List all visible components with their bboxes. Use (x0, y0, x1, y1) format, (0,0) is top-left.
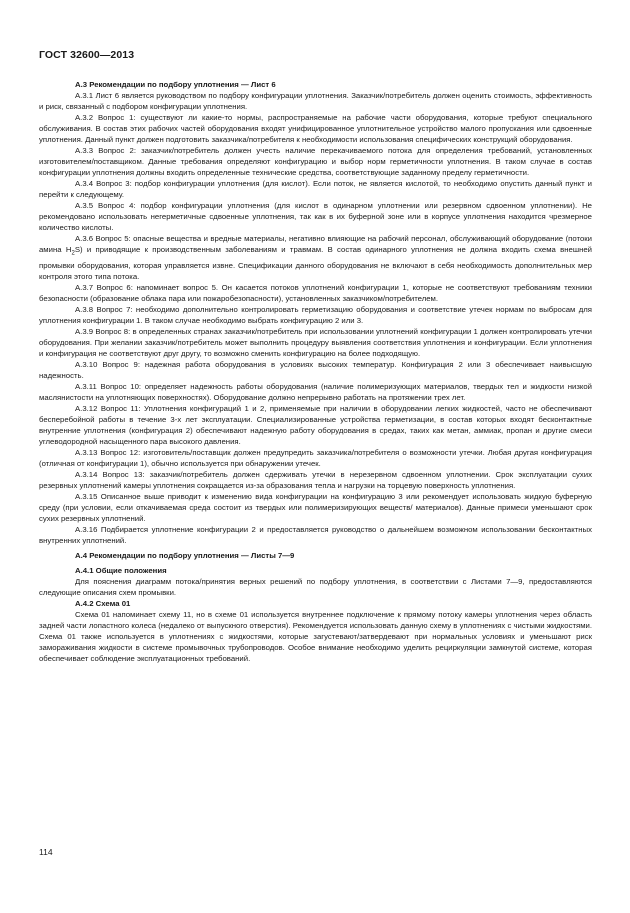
running-title: ГОСТ 32600—2013 (39, 49, 135, 61)
paragraph: А.3.13 Вопрос 12: изготовитель/поставщик должен предупредить заказчика/потребителя о возможности утечки. Любая другая конфигурация (отличная от конфигурации 1), обычно используется при обнаружении утечек. (39, 447, 592, 468)
paragraph-text: А.3.6 Вопрос 5: опасные вещества и вредные материалы, негативно влияющие на рабочий персонал, обслуживающий оборудование (потоки амина H (39, 234, 592, 254)
paragraph: А.3.16 Подбирается уплотнение конфигурации 2 и предоставляется руководство о дальнейшем возможном использовании бесконтактных внутренних уплотнений. (39, 524, 592, 545)
subsection-heading: А.4.2 Схема 01 (75, 598, 131, 608)
paragraph: А.3.14 Вопрос 13: заказчик/потребитель должен сдерживать утечки в нерезервном сдвоенном уплотнении. Срок эксплуатации сухих резервных уплотнений камеры уплотнения сокращается из-за образования тепла и нагрузки на торцевую поверхность уплотнения. (39, 469, 592, 490)
paragraph: А.3.1 Лист 6 является руководством по подбору конфигурации уплотнения. Заказчик/потребитель должен оценить стоимость, эффективность и риск, связанный с подбором конфигурации уплотнения. (39, 91, 592, 111)
paragraph: Схема 01 напоминает схему 11, но в схеме 01 используется внутреннее подключение к прямому потоку камеры уплотнения через область задней части лопастного колеса (недалеко от выпускного отверстия). Рекомендуется использовать данную схему в уплотнениях с чистыми жидкостями. Схема 01 также используется в уплотнениях с жидкостями, которые загустевают/затвердевают при нормальных условиях и уменьшают риск замораживания жидкости в системе промывочных трубопроводов. Особое внимание необходимо уделить рециркуляции замкнутой системе, которая обеспечивает соблюдение эксплуатационных требований. (39, 609, 592, 663)
paragraph: А.3.7 Вопрос 6: напоминает вопрос 5. Он касается потоков уплотнений конфигурации 1, которые не соответствуют требованиям техники безопасности (образование облака пара или пожаробезопасности), установленных заказчиком/потребителем. (39, 282, 592, 303)
paragraph: А.3.5 Вопрос 4: подбор конфигурации уплотнения (для кислот в одинарном уплотнении или резервном сдвоенном уплотнении). Не рекомендовано использовать негерметичные сдвоенные уплотнения, так как в их буферной зоне или в корпусе уплотнения находится чрезмерное количество кислоты. (39, 201, 592, 232)
paragraph-text: S) и приводящие к производственным заболеваниям и травмам. В состав одинарного уплотнения не должна входить схема внешней промывки оборудования, которая управляется извне. Спецификации данного оборудования не включают в себя необходимость дополнительных мер контроля этого типа потока. (39, 245, 592, 281)
subsection-heading: А.4.1 Общие положения (75, 565, 167, 575)
chemical-subscript: 2 (71, 250, 75, 257)
paragraph: А.3.2 Вопрос 1: существуют ли какие-то нормы, распространяемые на рабочие части оборудования, которые требуют специального обслуживания. В состав этих рабочих частей оборудования входят унифицированное уплотнительное устройство малого пропускания или сдвоенные уплотнения. Данный пункт должен подготовить заказчика/потребителя к необходимости использования специфических конструкций оборудования. (39, 113, 592, 144)
paragraph: А.3.12 Вопрос 11: Уплотнения конфигураций 1 и 2, применяемые при наличии в оборудовании легких жидкостей, часто не обеспечивают бесперебойной работы в течение 3-х лет эксплуатации. Специализированные устройства герметизации, в состав которых входят бесконтактные внутренние уплотнения (конфигурация 2) обеспечивают надежную работу оборудования в средах, таких как метан, аммиак, пропан и другие смеси углеводородной насыщенного пара высокого давления. (39, 403, 592, 446)
paragraph (39, 233, 592, 282)
paragraph: А.3.9 Вопрос 8: в определенных странах заказчик/потребитель при использовании уплотнений конфигурации 1 должен контролировать утечки оборудования. При желании заказчик/потребитель может выполнить процедуру выявления соответствия уплотнения и конфигурации. Если уплотнения и конфигурация не соответствуют друг другу, то возможно сменить конфигурацию на более подходящую. (39, 326, 592, 358)
paragraph: А.3.3 Вопрос 2: заказчик/потребитель должен учесть наличие перекачиваемого потока для определения требований, установленных изготовителем/поставщиком. Данные требования определяют конфигурацию и выбор норм герметичности уплотнения. В таком случае в состав конфигурации уплотнения должны входить определенные технические средства, соответствующие заданному пределу герметичности. (39, 146, 592, 177)
paragraph: А.3.8 Вопрос 7: необходимо дополнительно контролировать герметизацию оборудования и соответствие утечек нормам по выбросам для уплотнения конфигурации 1. В таком случае необходимо выбрать конфигурацию 2 или 3. (39, 304, 592, 325)
document-body (39, 79, 592, 664)
paragraph: А.3.11 Вопрос 10: определяет надежность работы оборудования (наличие полимеризующих материалов, твердых тел и жидкости низкой маслянистости на уплотняющих поверхностях). Оборудование должно непрерывно работать на протяжении трех лет. (39, 381, 592, 402)
section-heading: А.4 Рекомендации по подбору уплотнения — Листы 7—9 (75, 550, 295, 560)
section-heading: А.3 Рекомендации по подбору уплотнения — Лист 6 (75, 80, 276, 89)
page-number: 114 (39, 847, 53, 857)
paragraph: А.3.4 Вопрос 3: подбор конфигурации уплотнения (для кислот). Если поток, не является кислотой, то необходимо опустить данный пункт и перейти к следующему. (39, 179, 592, 199)
paragraph: А.3.10 Вопрос 9: надежная работа оборудования в условиях высоких температур. Конфигурация 2 или 3 обеспечивает наивысшую надежность. (39, 359, 592, 380)
paragraph: Для пояснения диаграмм потока/принятия верных решений по подбору уплотнения, в соответствии с Листами 7—9, предоставляются следующие описания схем промывки. (39, 576, 592, 597)
paragraph: А.3.15 Описанное выше приводит к изменению вида конфигурации на конфигурацию 3 или рекомендует использовать жидкую буферную среду (при условии, если откачиваемая среда состоит из твердых или полимеризирующих веществ/ материалов). Данные примеси уменьшают срок сухих резервных уплотнений. (39, 491, 592, 523)
